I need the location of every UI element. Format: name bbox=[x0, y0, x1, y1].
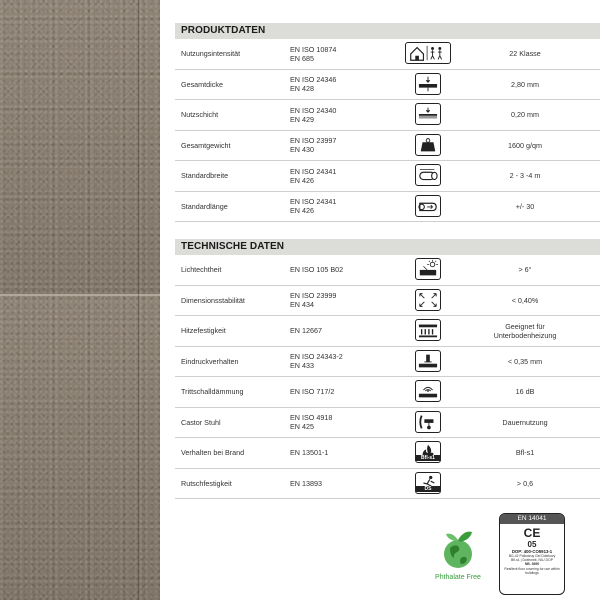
norm-cell bbox=[290, 469, 322, 499]
tile-seam-horizontal bbox=[0, 294, 160, 296]
value-cell bbox=[470, 192, 580, 222]
norm-primary: EN ISO 105 B02 bbox=[290, 265, 344, 275]
value-cell bbox=[470, 469, 580, 499]
slip-resistance-icon bbox=[415, 472, 441, 494]
property-label: Standardbreite bbox=[181, 171, 229, 181]
roll-length-icon bbox=[415, 195, 441, 217]
norm-secondary: EN 430 bbox=[290, 145, 314, 155]
phthalate-free-label: Phthalate Free bbox=[435, 574, 481, 581]
table-row bbox=[175, 377, 600, 408]
floor-sample-image bbox=[0, 0, 160, 600]
technische-daten-section bbox=[175, 239, 600, 499]
icon-caption: Bfl-s1 bbox=[416, 455, 440, 461]
total-thickness-icon bbox=[415, 73, 441, 95]
value-secondary: Unterbodenheizung bbox=[493, 330, 557, 340]
property-label: Gesamtgewicht bbox=[181, 140, 231, 150]
norm-cell bbox=[290, 316, 322, 346]
norm-secondary: EN 434 bbox=[290, 300, 314, 310]
norm-cell bbox=[290, 39, 336, 69]
value-cell bbox=[470, 131, 580, 161]
value-primary: 1600 g/qm bbox=[508, 140, 542, 150]
underfloor-heating-icon bbox=[415, 319, 441, 341]
table-row bbox=[175, 131, 600, 162]
property-label: Dimensionsstabilität bbox=[181, 295, 245, 305]
norm-cell bbox=[290, 408, 332, 438]
value-cell bbox=[470, 161, 580, 191]
norm-primary: EN ISO 24340 bbox=[290, 105, 337, 115]
produktdaten-header: PRODUKTDATEN bbox=[175, 23, 600, 39]
norm-secondary: EN 426 bbox=[290, 175, 314, 185]
table-row bbox=[175, 192, 600, 223]
norm-secondary: EN 429 bbox=[290, 114, 314, 124]
value-cell bbox=[470, 39, 580, 69]
norm-cell bbox=[290, 192, 336, 222]
norm-primary: EN ISO 10874 bbox=[290, 44, 337, 54]
norm-cell bbox=[290, 255, 343, 285]
ce-usage-note: Resilient floor covering for use within buildings bbox=[504, 566, 560, 575]
value-primary: 2 - 3 -4 m bbox=[509, 171, 541, 181]
technische-daten-header: TECHNISCHE DATEN bbox=[175, 239, 600, 255]
indentation-icon bbox=[415, 350, 441, 372]
value-cell bbox=[470, 347, 580, 377]
ce-dop-number: DOP: 400-CO5913-1 bbox=[511, 549, 553, 554]
castor-chair-icon bbox=[415, 411, 441, 433]
value-primary: < 0,40% bbox=[511, 295, 539, 305]
norm-cell bbox=[290, 161, 336, 191]
value-cell bbox=[470, 70, 580, 100]
norm-secondary: EN 425 bbox=[290, 422, 314, 432]
table-row bbox=[175, 255, 600, 286]
norm-secondary: EN 428 bbox=[290, 84, 314, 94]
property-label: Gesamtdicke bbox=[181, 79, 223, 89]
value-primary: < 0,35 mm bbox=[507, 356, 543, 366]
table-row bbox=[175, 347, 600, 378]
ce-standard-header: EN 14041 bbox=[500, 514, 564, 524]
property-label: Standardlänge bbox=[181, 201, 228, 211]
phthalate-free-globe-icon bbox=[428, 528, 488, 574]
norm-primary: EN ISO 717/2 bbox=[290, 387, 335, 397]
norm-primary: EN 13501-1 bbox=[290, 448, 329, 458]
ce-year: 05 bbox=[527, 540, 537, 549]
norm-cell bbox=[290, 438, 328, 468]
table-row bbox=[175, 39, 600, 70]
table-row bbox=[175, 316, 600, 347]
stone-tile-bottom bbox=[0, 296, 160, 600]
stone-tile-top bbox=[0, 0, 160, 294]
value-primary: Dauernutzung bbox=[502, 417, 548, 427]
norm-secondary: EN 426 bbox=[290, 206, 314, 216]
value-primary: 16 dB bbox=[515, 387, 535, 397]
ce-certificate-card bbox=[499, 513, 565, 595]
tile-seam-vertical bbox=[138, 0, 139, 600]
norm-secondary: EN 433 bbox=[290, 361, 314, 371]
table-row bbox=[175, 286, 600, 317]
table-row bbox=[175, 438, 600, 469]
dimensional-stability-icon bbox=[415, 289, 441, 311]
norm-primary: EN 12667 bbox=[290, 326, 322, 336]
impact-sound-icon bbox=[415, 380, 441, 402]
property-label: Rutschfestigkeit bbox=[181, 478, 232, 488]
property-label: Nutzschicht bbox=[181, 110, 219, 120]
value-primary: 0,20 mm bbox=[511, 110, 539, 120]
norm-secondary: EN 685 bbox=[290, 53, 314, 63]
value-primary: Geeignet für bbox=[505, 321, 545, 331]
value-cell bbox=[470, 286, 580, 316]
norm-primary: EN ISO 24343-2 bbox=[290, 352, 343, 362]
ce-mark: CE bbox=[523, 526, 541, 540]
norm-primary: EN ISO 24341 bbox=[290, 166, 337, 176]
value-primary: +/- 30 bbox=[515, 201, 535, 211]
usage-class-icon bbox=[405, 42, 451, 64]
table-row bbox=[175, 70, 600, 101]
produktdaten-section bbox=[175, 23, 600, 222]
norm-cell bbox=[290, 100, 336, 130]
property-label: Verhalten bei Brand bbox=[181, 448, 245, 458]
ce-manufacturer-line: BG-42 Polkutzuy Gel Dolekovy bbox=[508, 554, 556, 558]
value-primary: 2,80 mm bbox=[511, 79, 539, 89]
table-row bbox=[175, 469, 600, 500]
norm-primary: EN ISO 23997 bbox=[290, 136, 337, 146]
value-cell bbox=[470, 100, 580, 130]
norm-cell bbox=[290, 347, 343, 377]
table-row bbox=[175, 408, 600, 439]
value-cell bbox=[470, 255, 580, 285]
norm-primary: EN ISO 4918 bbox=[290, 413, 333, 423]
table-row bbox=[175, 100, 600, 131]
value-primary: 22 Klasse bbox=[509, 49, 541, 59]
ce-notified-body: NB. 3690 bbox=[524, 562, 540, 567]
roll-width-icon bbox=[415, 164, 441, 186]
ce-class-line: Bfl-s1 | Dobivnek, NIL/ DOP bbox=[511, 558, 553, 563]
value-cell bbox=[470, 438, 580, 468]
value-primary: Bfl-s1 bbox=[515, 448, 535, 458]
value-cell bbox=[470, 408, 580, 438]
norm-primary: EN ISO 24341 bbox=[290, 197, 337, 207]
norm-cell bbox=[290, 131, 336, 161]
norm-primary: EN 13893 bbox=[290, 478, 322, 488]
table-row bbox=[175, 161, 600, 192]
norm-cell bbox=[290, 377, 334, 407]
value-primary: > 6° bbox=[518, 265, 532, 275]
fire-behaviour-icon bbox=[415, 441, 441, 463]
value-primary: > 0,6 bbox=[516, 478, 534, 488]
icon-caption: DS bbox=[416, 486, 440, 492]
lightfastness-icon bbox=[415, 258, 441, 280]
property-label: Trittschalldämmung bbox=[181, 387, 244, 397]
property-label: Castor Stuhl bbox=[181, 417, 221, 427]
norm-primary: EN ISO 24346 bbox=[290, 75, 337, 85]
property-label: Hitzefestigkeit bbox=[181, 326, 226, 336]
property-label: Nutzungsintensität bbox=[181, 49, 241, 59]
norm-primary: EN ISO 23999 bbox=[290, 291, 337, 301]
wear-layer-icon bbox=[415, 103, 441, 125]
norm-cell bbox=[290, 286, 336, 316]
property-label: Eindruckverhalten bbox=[181, 356, 239, 366]
weight-icon bbox=[415, 134, 441, 156]
property-label: Lichtechtheit bbox=[181, 265, 222, 275]
phthalate-free-badge bbox=[428, 528, 488, 588]
value-cell bbox=[470, 316, 580, 346]
value-cell bbox=[470, 377, 580, 407]
norm-cell bbox=[290, 70, 336, 100]
